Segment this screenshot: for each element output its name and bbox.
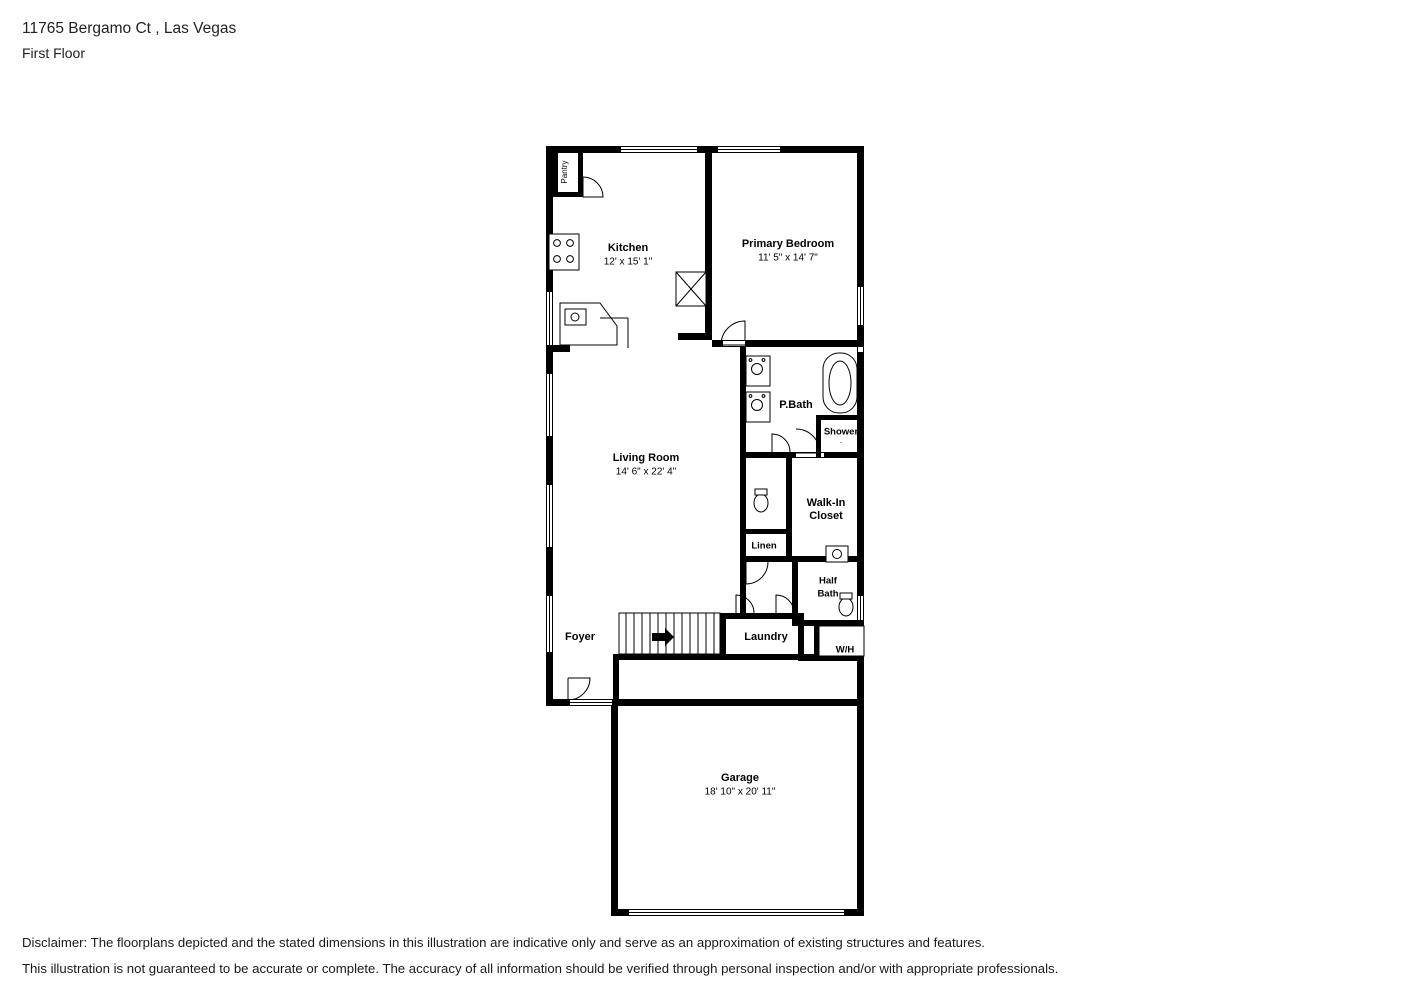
label-water-heater: W/H <box>835 644 855 656</box>
label-shower-drain: · <box>839 438 843 448</box>
label-garage: Garage <box>721 771 759 784</box>
label-linen: Linen <box>751 540 777 552</box>
label-pantry: Pantry <box>560 160 570 184</box>
floor-label: First Floor <box>22 45 85 61</box>
label-primary-bedroom-dims: 11' 5" x 14' 7" <box>758 252 818 264</box>
label-living-room-dims: 14' 6" x 22' 4" <box>615 466 677 478</box>
label-garage-dims: 18' 10" x 20' 11" <box>704 786 776 798</box>
property-address: 11765 Bergamo Ct , Las Vegas <box>22 20 237 37</box>
label-walkin-closet-line2: Closet <box>809 509 843 522</box>
label-half-bath-line2: Bath <box>817 588 839 600</box>
label-walkin-closet-line1: Walk-In <box>806 496 846 509</box>
label-kitchen-dims: 12' x 15' 1" <box>603 256 653 268</box>
label-primary-bedroom: Primary Bedroom <box>741 237 835 250</box>
label-pbath: P.Bath <box>779 398 813 411</box>
disclaimer-line-2: This illustration is not guaranteed to be accurate or complete. The accuracy of all information should be verified through personal inspection and/or with appropriate professionals. <box>22 961 1059 976</box>
label-half-bath-line1: Half <box>819 575 837 587</box>
disclaimer-line-1: Disclaimer: The floorplans depicted and the stated dimensions in this illustration are indicative only and serve as an approximation of existing structures and features. <box>22 935 985 950</box>
label-shower: Shower <box>823 426 859 438</box>
staircase <box>619 613 720 654</box>
label-foyer: Foyer <box>565 630 595 643</box>
disclaimer <box>22 930 1058 982</box>
label-living-room: Living Room <box>612 451 680 464</box>
label-kitchen: Kitchen <box>607 241 649 254</box>
label-laundry: Laundry <box>744 630 788 643</box>
